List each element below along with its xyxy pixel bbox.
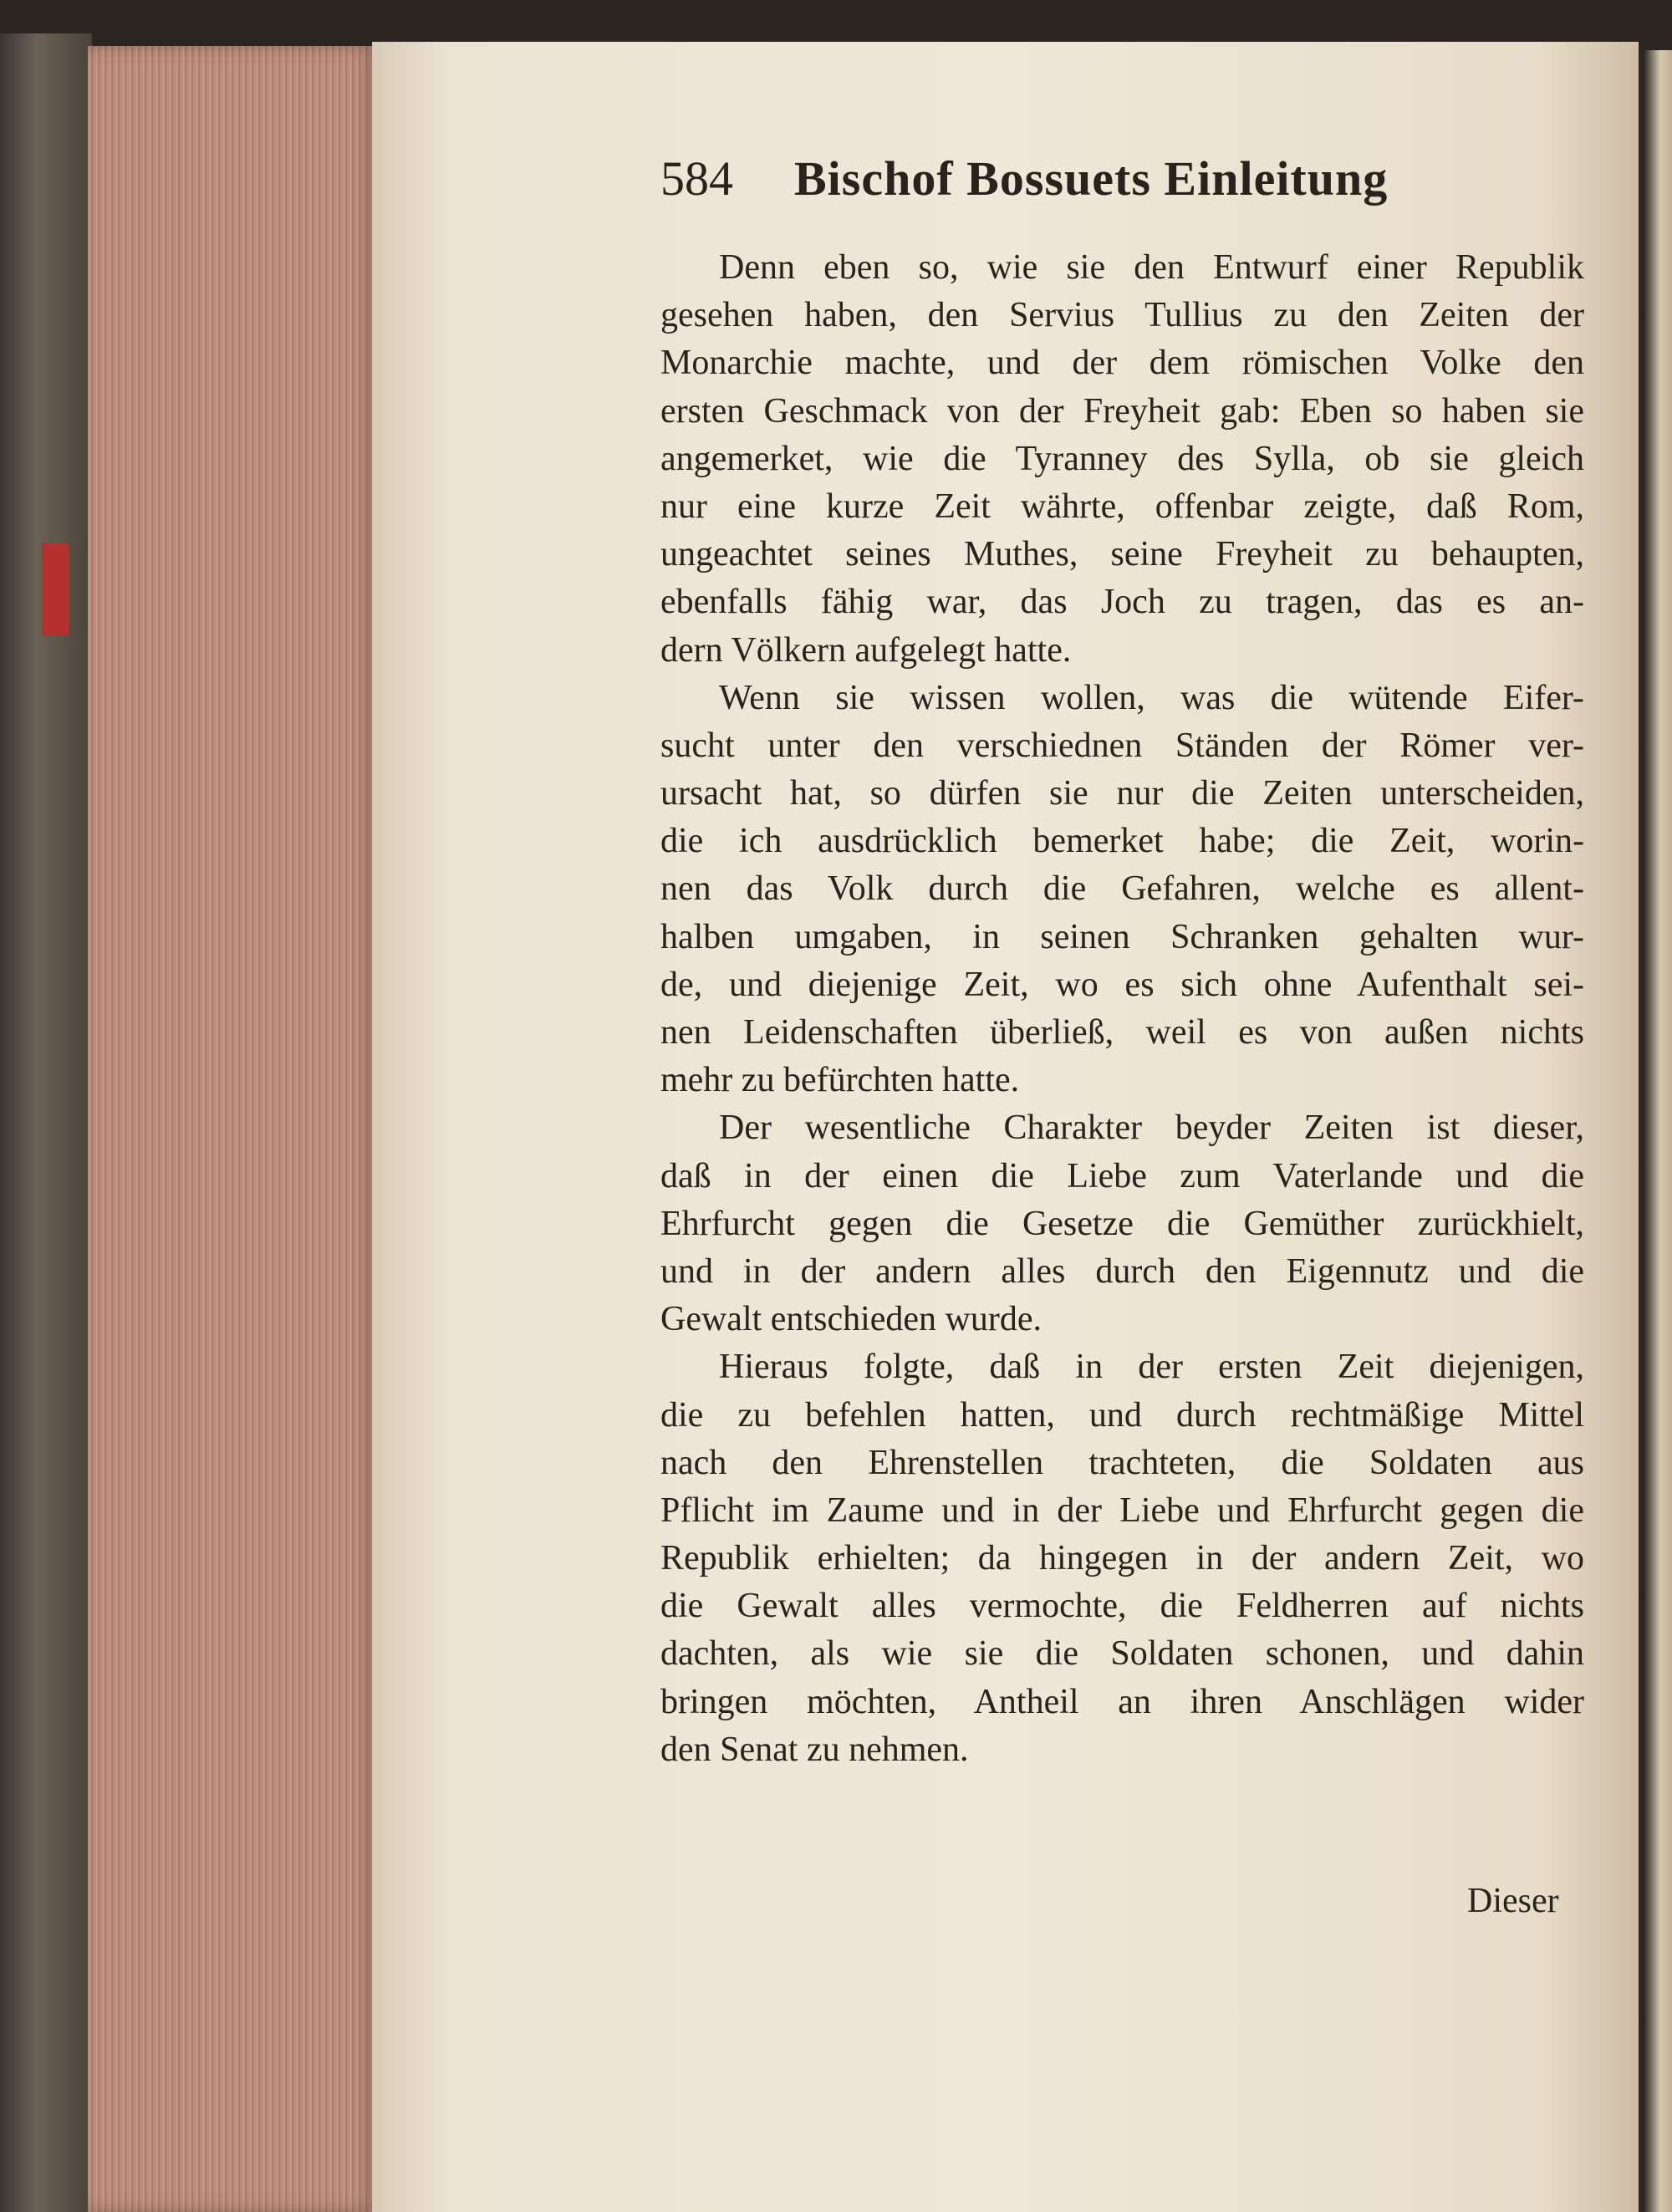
paragraph [660,1104,1584,1343]
text-line: mehr zu befürchten hatte. [660,1061,1020,1100]
paragraph [660,675,1584,1105]
text-line: ursacht hat, so dürfen sie nur die Zeiten unterscheiden, [660,774,1584,813]
text-line: die zu befehlen hatten, und durch rechtmäßige Mittel [660,1395,1584,1435]
catchword: Dieser [1467,1882,1559,1920]
text-line: Der wesentliche Charakter beyder Zeiten ist dieser, [719,1109,1584,1148]
page-body-text [660,244,1584,1774]
text-line: angemerket, wie die Tyranney des Sylla, ob sie gleich [660,439,1584,478]
text-line: ersten Geschmack von der Freyheit gab: Eben so haben sie [660,391,1584,431]
text-line: und in der andern alles durch den Eigennutz und die [660,1251,1584,1291]
text-line: Monarchie machte, und der dem römischen Volke den [660,344,1584,383]
text-line: den Senat zu nehmen. [660,1730,969,1769]
text-line: Denn eben so, wie sie den Entwurf einer Republik [719,248,1584,287]
text-line: Hieraus folgte, daß in der ersten Zeit diejenigen, [719,1348,1584,1387]
book-spine-cloth [0,33,92,2212]
text-line: die Gewalt alles vermochte, die Feldherren auf nichts [660,1587,1584,1626]
page-edges [88,46,376,2212]
facing-page-edge [1643,50,1672,2212]
text-line: dern Völkern aufgelegt hatte. [660,630,1072,670]
text-line: halben umgaben, in seinen Schranken gehalten wur- [660,917,1584,956]
paragraph [660,1343,1584,1774]
text-line: nur eine kurze Zeit währte, offenbar zeigte, daß Rom, [660,487,1584,526]
running-title: Bischof Bossuets Einleitung [794,151,1389,206]
text-line: die ich ausdrücklich bemerket habe; die Zeit, worin- [660,822,1584,861]
bookmark-ribbon [42,543,69,635]
text-line: Wenn sie wissen wollen, was die wütende Eifer- [719,678,1584,717]
text-line: nen das Volk durch die Gefahren, welche es allent- [660,869,1584,909]
text-line: sucht unter den verschiednen Ständen der Römer ver- [660,726,1584,765]
text-line: dachten, als wie sie die Soldaten schonen, und dahin [660,1634,1584,1674]
text-line: ebenfalls fähig war, das Joch zu tragen, das es an- [660,583,1584,622]
text-line: Pflicht im Zaume und in der Liebe und Ehrfurcht gegen die [660,1491,1584,1530]
text-line: bringen möchten, Antheil an ihren Anschlägen wider [660,1682,1584,1721]
text-line: Republik erhielten; da hingegen in der andern Zeit, wo [660,1539,1584,1578]
paragraph [660,244,1584,675]
text-line: nach den Ehrenstellen trachteten, die Soldaten aus [660,1443,1584,1482]
text-line: gesehen haben, den Servius Tullius zu den Zeiten der [660,296,1584,335]
running-header [660,150,1555,217]
text-line: Gewalt entschieden wurde. [660,1300,1042,1339]
text-line: ungeachtet seines Muthes, seine Freyheit zu behaupten, [660,535,1584,574]
page-number: 584 [660,151,733,206]
text-line: de, und diejenige Zeit, wo es sich ohne Aufenthalt sei- [660,965,1584,1004]
text-line: nen Leidenschaften überließ, weil es von außen nichts [660,1013,1584,1052]
text-line: Ehrfurcht gegen die Gesetze die Gemüther zurückhielt, [660,1204,1584,1243]
text-line: daß in der einen die Liebe zum Vaterlande und die [660,1156,1584,1195]
